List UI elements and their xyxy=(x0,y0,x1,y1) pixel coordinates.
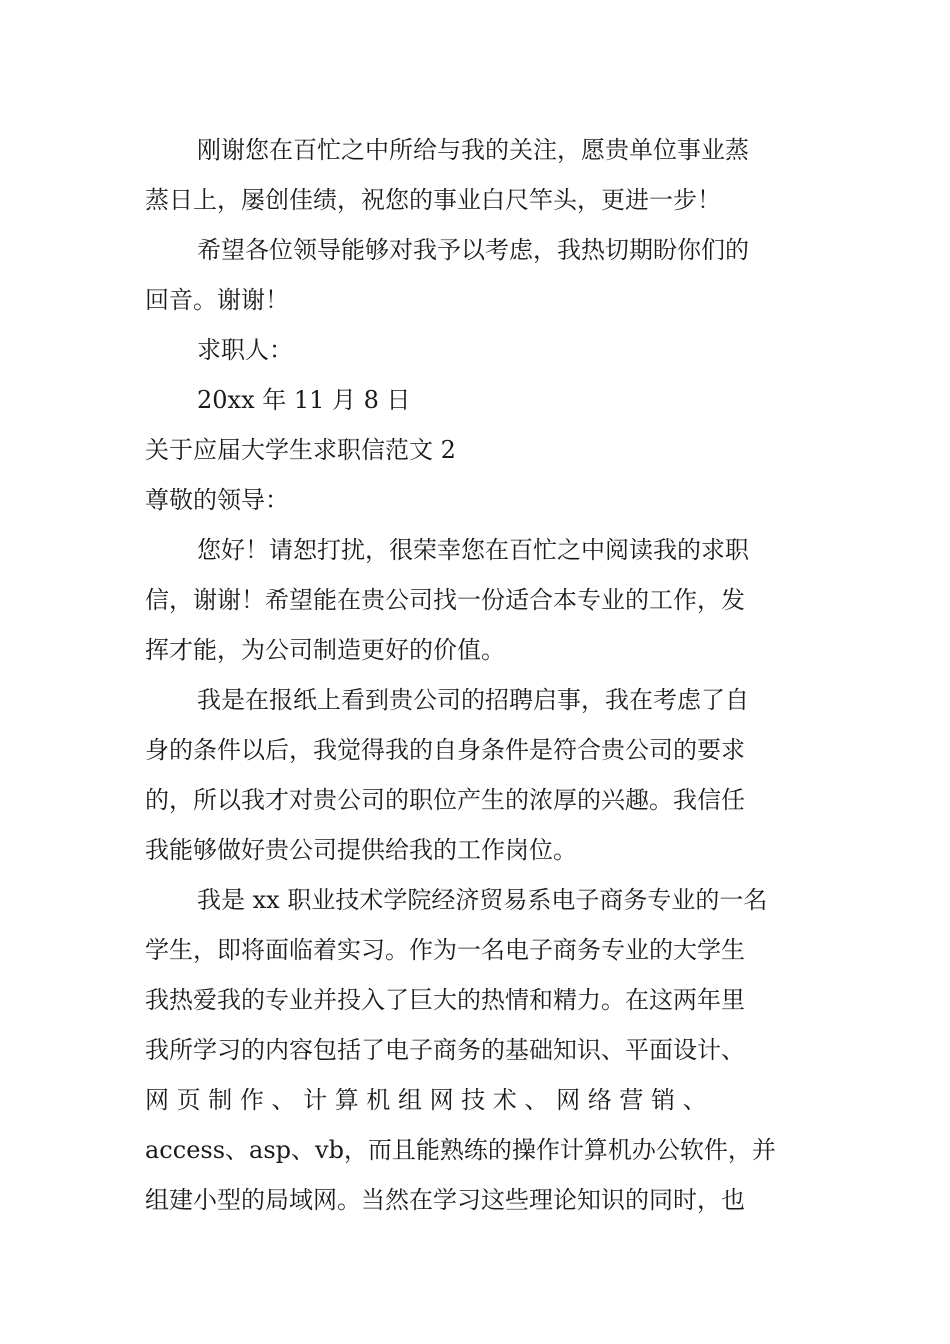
letter-date: 20xx 年 11 月 8 日 xyxy=(197,386,411,414)
paragraph-line: 的，所以我才对贵公司的职位产生的浓厚的兴趣。我信任 xyxy=(145,786,745,814)
paragraph-line: 您好！请恕打扰，很荣幸您在百忙之中阅读我的求职 xyxy=(197,536,749,564)
paragraph-line: 蒸日上，屡创佳绩，祝您的事业白尺竿头，更进一步！ xyxy=(145,186,721,214)
paragraph-line: 我热爱我的专业并投入了巨大的热情和精力。在这两年里 xyxy=(145,986,745,1014)
paragraph-line: 信，谢谢！希望能在贵公司找一份适合本专业的工作，发 xyxy=(145,586,745,614)
salutation: 尊敬的领导： xyxy=(145,486,289,514)
paragraph-line: 组建小型的局域网。当然在学习这些理论知识的同时，也 xyxy=(145,1186,745,1214)
paragraph-line: 回音。谢谢！ xyxy=(145,286,289,314)
signature-label: 求职人： xyxy=(197,336,293,364)
section-heading: 关于应届大学生求职信范文 2 xyxy=(145,436,456,464)
paragraph-line: 希望各位领导能够对我予以考虑，我热切期盼你们的 xyxy=(197,236,749,264)
paragraph-line: 身的条件以后，我觉得我的自身条件是符合贵公司的要求 xyxy=(145,736,745,764)
paragraph-line: access、asp、vb，而且能熟练的操作计算机办公软件，并 xyxy=(145,1136,776,1164)
paragraph-line: 我能够做好贵公司提供给我的工作岗位。 xyxy=(145,836,577,864)
paragraph-line: 我是在报纸上看到贵公司的招聘启事，我在考虑了自 xyxy=(197,686,749,714)
paragraph-line: 我是 xx 职业技术学院经济贸易系电子商务专业的一名 xyxy=(197,886,768,914)
paragraph-line: 挥才能，为公司制造更好的价值。 xyxy=(145,636,505,664)
paragraph-line: 学生，即将面临着实习。作为一名电子商务专业的大学生 xyxy=(145,936,745,964)
paragraph-line: 我所学习的内容包括了电子商务的基础知识、平面设计、 xyxy=(145,1036,745,1064)
paragraph-line: 刚谢您在百忙之中所给与我的关注，愿贵单位事业蒸 xyxy=(197,136,749,164)
paragraph-line: 网 页 制 作 、 计 算 机 组 网 技 术 、 网 络 营 销 、 xyxy=(145,1086,707,1114)
